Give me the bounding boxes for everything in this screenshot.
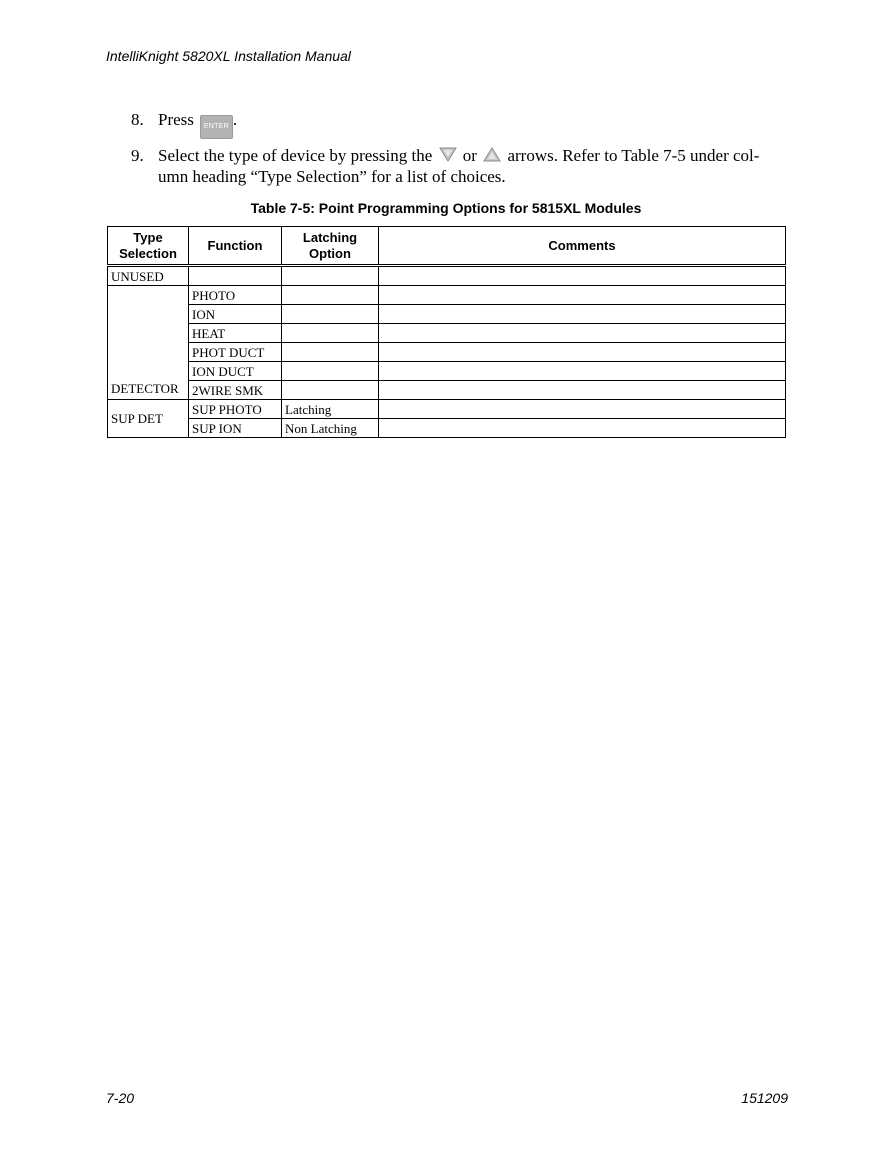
table-row — [108, 400, 786, 419]
step-punctuation: . — [232, 110, 238, 129]
comments-cell — [379, 324, 786, 343]
type-cell: UNUSED — [108, 266, 189, 286]
down-arrow-key-icon — [439, 147, 457, 162]
header-type-selection: Type Selection — [108, 227, 189, 266]
comments-cell — [379, 400, 786, 419]
table-row — [108, 419, 786, 438]
table-row — [108, 324, 786, 343]
comments-cell — [379, 419, 786, 438]
header-function: Function — [189, 227, 282, 266]
latching-cell — [282, 266, 379, 286]
enter-key-icon: ENTER — [200, 115, 233, 139]
comments-cell — [379, 305, 786, 324]
table-header-row — [108, 227, 786, 266]
comments-cell — [379, 266, 786, 286]
step-text: arrows. Refer to Table 7-5 under col- — [507, 146, 760, 165]
step-text-line2: umn heading “Type Selection” for a list of choices. — [158, 167, 506, 186]
latching-cell — [282, 362, 379, 381]
type-cell: DETECTOR — [108, 286, 189, 400]
step-text-or: or — [462, 146, 477, 165]
step-number: 9. — [131, 146, 144, 165]
point-programming-table — [107, 226, 786, 438]
latching-cell — [282, 343, 379, 362]
table-row — [108, 305, 786, 324]
latching-cell: Non Latching — [282, 419, 379, 438]
table-row — [108, 362, 786, 381]
type-cell: SUP DET — [108, 400, 189, 438]
function-cell: PHOT DUCT — [189, 343, 282, 362]
header-latching-option: Latching Option — [282, 227, 379, 266]
comments-cell — [379, 343, 786, 362]
table-row — [108, 343, 786, 362]
step-text: Press — [158, 110, 194, 129]
function-cell — [189, 266, 282, 286]
document-number: 151209 — [741, 1090, 788, 1106]
comments-cell — [379, 381, 786, 400]
step-number: 8. — [131, 110, 144, 129]
table-row — [108, 381, 786, 400]
function-cell: 2WIRE SMK — [189, 381, 282, 400]
function-cell: PHOTO — [189, 286, 282, 305]
function-cell: SUP PHOTO — [189, 400, 282, 419]
table-row — [108, 266, 786, 286]
latching-cell — [282, 305, 379, 324]
running-header: IntelliKnight 5820XL Installation Manual — [106, 48, 351, 64]
function-cell: ION DUCT — [189, 362, 282, 381]
step-body — [158, 109, 778, 139]
latching-cell — [282, 324, 379, 343]
step-text: Select the type of device by pressing the — [158, 146, 433, 165]
latching-cell — [282, 381, 379, 400]
header-comments: Comments — [379, 227, 786, 266]
up-arrow-key-icon — [483, 147, 501, 162]
comments-cell — [379, 362, 786, 381]
latching-cell: Latching — [282, 400, 379, 419]
function-cell: SUP ION — [189, 419, 282, 438]
latching-cell — [282, 286, 379, 305]
table-row — [108, 286, 786, 305]
step-body — [158, 145, 778, 187]
comments-cell — [379, 286, 786, 305]
function-cell: HEAT — [189, 324, 282, 343]
table-caption: Table 7-5: Point Programming Options for 5815XL Modules — [250, 200, 642, 216]
function-cell: ION — [189, 305, 282, 324]
page-number: 7-20 — [106, 1090, 135, 1106]
